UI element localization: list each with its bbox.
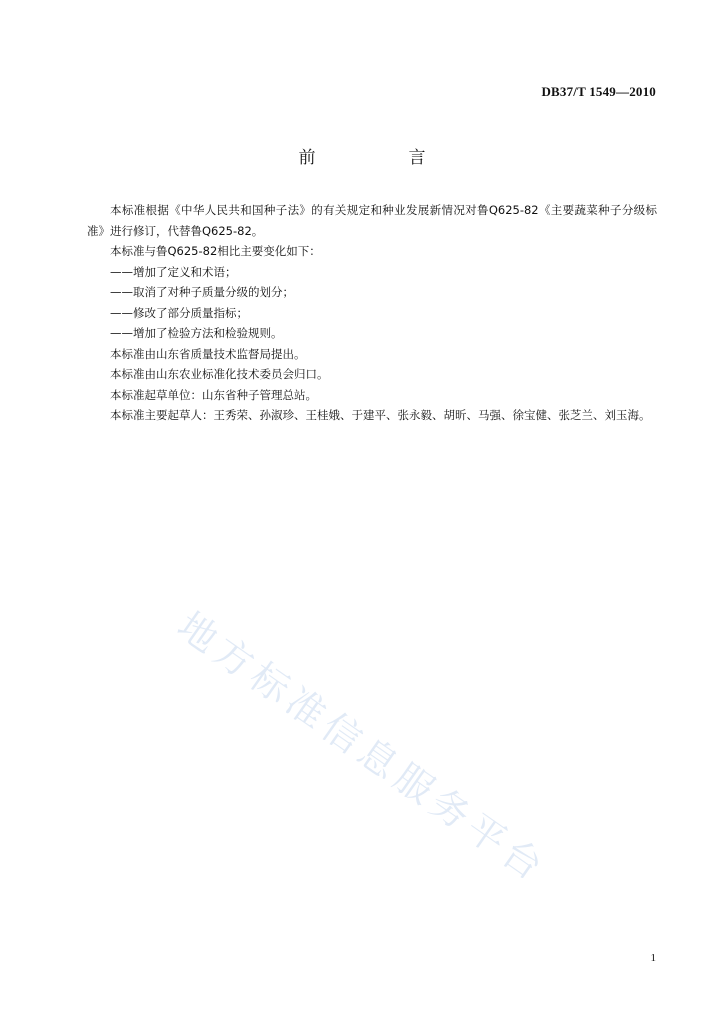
document-body [87,200,657,426]
paragraph-administrator: 本标准由山东农业标准化技术委员会归口。 [110,367,329,381]
watermark: 地方标准信息服务平台 [169,603,556,892]
paragraph-intro: 本标准根据《中华人民共和国种子法》的有关规定和种业发展新情况对鲁Q625-82《主要蔬菜种子分级标准》进行修订，代替鲁Q625-82。 [87,203,657,238]
page-title: 前 言 [298,148,464,168]
change-item: ——增加了检验方法和检验规则。 [110,326,283,340]
paragraph-drafters: 本标准主要起草人：王秀荣、孙淑珍、王桂娥、于建平、张永毅、胡昕、马强、徐宝健、张芝兰、刘玉海。 [110,408,651,422]
change-item: ——增加了定义和术语； [110,264,237,279]
change-item: ——取消了对种子质量分级的划分； [110,285,294,299]
paragraph-drafting-unit: 本标准起草单位：山东省种子管理总站。 [110,387,317,402]
standard-code: DB37/T 1549—2010 [541,84,656,99]
paragraph-proposer: 本标准由山东省质量技术监督局提出。 [110,346,306,361]
paragraph-changes-lead: 本标准与鲁Q625-82相比主要变化如下： [110,244,321,258]
change-item: ——修改了部分质量指标； [110,305,248,320]
page-number: 1 [650,952,656,964]
